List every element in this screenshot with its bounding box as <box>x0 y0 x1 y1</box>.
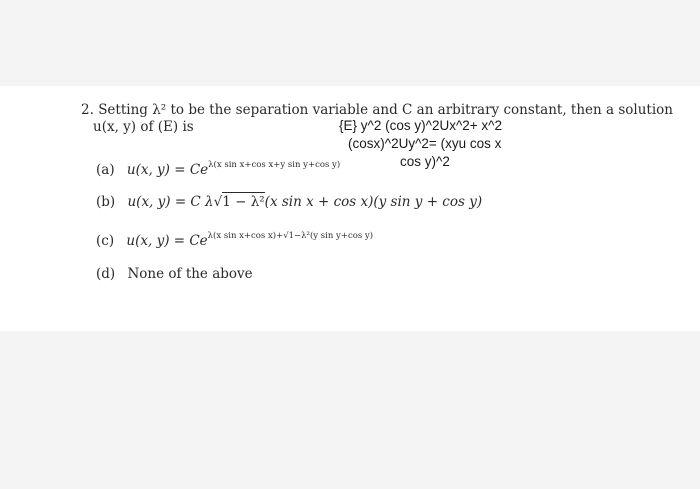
option-d-text: None of the above <box>127 266 253 282</box>
option-b <box>96 194 482 210</box>
option-a-lhs: u(x, y) = Ce <box>126 162 209 178</box>
option-b-sqrt: 1 − λ² <box>222 194 265 210</box>
problem-line-1 <box>81 102 673 118</box>
option-d <box>96 266 253 282</box>
option-b-rest: (x sin x + cos x)(y sin y + cos y) <box>264 194 483 210</box>
option-b-label: (b) <box>96 194 116 210</box>
document-page <box>0 86 700 331</box>
problem-text-1: Setting λ² to be the separation variable and C an arbitrary constant, then a solution <box>98 102 673 118</box>
problem-number: 2. <box>81 102 94 118</box>
option-b-lhs: u(x, y) = C λ√ <box>127 194 223 210</box>
option-a <box>96 160 340 178</box>
option-c <box>96 231 373 249</box>
option-c-lhs: u(x, y) = Ce <box>126 233 208 249</box>
handwritten-equation-line-3: cos y)^2 <box>400 154 450 169</box>
option-d-label: (d) <box>96 266 116 282</box>
option-c-label: (c) <box>96 233 115 249</box>
handwritten-equation-line-2: (cosx)^2Uy^2= (xyu cos x <box>348 136 502 151</box>
problem-line-2: u(x, y) of (E) is <box>93 119 194 135</box>
option-a-label: (a) <box>96 162 115 178</box>
handwritten-equation-line-1: {E} y^2 (cos y)^2Ux^2+ x^2 <box>339 118 503 133</box>
option-c-exponent: λ(x sin x+cos x)+√1−λ²(y sin y+cos y) <box>207 231 374 241</box>
option-a-exponent: λ(x sin x+cos x+y sin y+cos y) <box>208 160 341 170</box>
